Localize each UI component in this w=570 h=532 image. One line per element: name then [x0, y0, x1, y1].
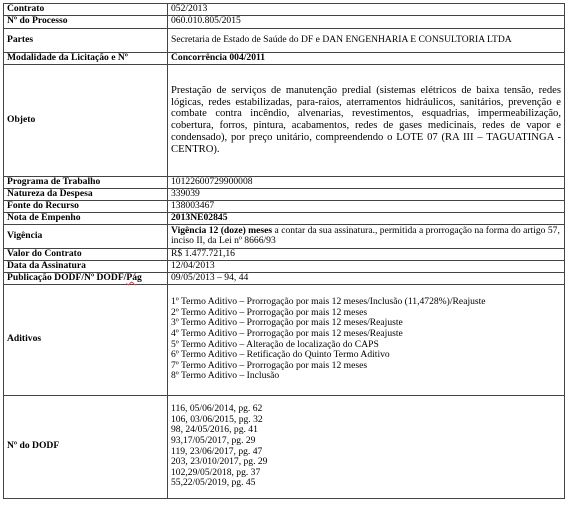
- dodf-item: 119, 23/06/2017, pg. 47: [171, 445, 263, 457]
- row-contrato: [4, 4, 565, 16]
- publicacao-label-b: Pág: [126, 271, 142, 283]
- aditivo-item: 7º Termo Aditivo – Prorrogação por mais 12 meses: [171, 359, 368, 371]
- aditivo-item: 8º Termo Aditivo – Inclusão: [171, 370, 280, 382]
- value-modalidade: Concorrência 004/2011: [168, 52, 565, 64]
- label-empenho: Nota de Empenho: [4, 212, 168, 224]
- row-objeto: [4, 64, 565, 176]
- label-aditivos: Aditivos: [4, 284, 168, 395]
- row-dodf: [4, 395, 565, 498]
- label-programa: Programa de Trabalho: [4, 176, 168, 188]
- dodf-item: 102,29/05/2018, pg. 37: [171, 466, 261, 478]
- row-publicacao: [4, 272, 565, 284]
- label-publicacao: [4, 272, 168, 284]
- row-partes: [4, 28, 565, 52]
- row-vigencia: [4, 224, 565, 248]
- dodf-item: 55,22/05/2019, pg. 45: [171, 477, 256, 489]
- row-fonte: [4, 200, 565, 212]
- publicacao-label-a: Publicação DODF/Nº DODF/: [7, 271, 127, 283]
- label-dodf: Nº do DODF: [4, 395, 168, 498]
- value-assinatura: 12/04/2013: [168, 260, 565, 272]
- aditivo-item: 2º Termo Aditivo – Prorrogação por mais 12 meses: [171, 306, 368, 318]
- row-modalidade: [4, 52, 565, 64]
- contract-table: [3, 3, 565, 499]
- dodf-item: 98, 24/05/2016, pg. 41: [171, 424, 258, 436]
- label-objeto: Objeto: [4, 64, 168, 176]
- label-fonte: Fonte do Recurso: [4, 200, 168, 212]
- value-dodf: [168, 395, 565, 498]
- dodf-item: 106, 03/06/2015, pg. 32: [171, 413, 263, 425]
- aditivo-item: 1º Termo Aditivo – Prorrogação por mais 12 meses/Inclusão (11,4728%)/Reajuste: [171, 296, 486, 308]
- row-programa: [4, 176, 565, 188]
- value-vigencia: [168, 224, 565, 248]
- value-processo: 060.010.805/2015: [168, 15, 565, 28]
- value-partes: Secretaria de Estado de Saúde do DF e DAN ENGENHARIA E CONSULTORIA LTDA: [168, 28, 565, 52]
- row-natureza: [4, 188, 565, 200]
- value-natureza: 339039: [168, 188, 565, 200]
- label-vigencia: Vigência: [4, 224, 168, 248]
- value-aditivos: [168, 284, 565, 395]
- vigencia-bold: Vigência 12 (doze) meses: [171, 224, 273, 236]
- row-processo: [4, 15, 565, 28]
- label-contrato: Contrato: [4, 4, 168, 16]
- aditivo-item: 3º Termo Aditivo – Prorrogação por mais 12 meses/Reajuste: [171, 317, 403, 329]
- dodf-item: 116, 05/06/2014, pg. 62: [171, 403, 263, 415]
- dodf-item: 93,17/05/2017, pg. 29: [171, 435, 256, 446]
- label-natureza: Natureza da Despesa: [4, 188, 168, 200]
- dodf-item: 203, 23/010/2017, pg. 29: [171, 456, 268, 468]
- value-valor: R$ 1.477.721,16: [168, 248, 565, 260]
- row-valor: [4, 248, 565, 260]
- value-publicacao: 09/05/2013 – 94, 44: [168, 272, 565, 284]
- row-empenho: [4, 212, 565, 224]
- aditivo-item: 6º Termo Aditivo – Retificação do Quinto Termo Aditivo: [171, 349, 390, 361]
- label-partes: Partes: [4, 28, 168, 52]
- value-contrato: 052/2013: [168, 4, 565, 16]
- row-assinatura: [4, 260, 565, 272]
- label-valor: Valor do Contrato: [4, 248, 168, 260]
- vigencia-rest: a contar da sua assinatura., permitida a prorrogação na forma do artigo 57, inciso II, da Lei nº 8666/93: [171, 224, 560, 247]
- value-empenho: 2013NE02845: [168, 212, 565, 224]
- label-processo: Nº do Processo: [4, 15, 168, 28]
- aditivo-item: 4º Termo Aditivo – Prorrogação por mais 12 meses/Reajuste: [171, 328, 403, 339]
- value-fonte: 138003467: [168, 200, 565, 212]
- row-aditivos: [4, 284, 565, 395]
- label-assinatura: Data da Assinatura: [4, 260, 168, 272]
- aditivo-item: 5º Termo Aditivo – Alteração de localização do CAPS: [171, 338, 379, 350]
- label-modalidade: Modalidade da Licitação e Nº: [4, 52, 168, 64]
- value-objeto: Prestação de serviços de manutenção predial (sistemas elétricos de baixa tensão, redes lógicas, redes estabilizadas, para-raios, aterramentos hidráulicos, sanitários, prevenção e combate contra incêndio, alvenarias, revestimentos, esquadrias, impermeabilização, cobertura, forros, pintura, acabamentos, redes de gases medicinais, redes de vapor e condensado), por preço unitário, compreendendo o LOTE 07 (RA III – TAGUATINGA - CENTRO).: [168, 64, 565, 176]
- value-programa: 10122600729900008: [168, 176, 565, 188]
